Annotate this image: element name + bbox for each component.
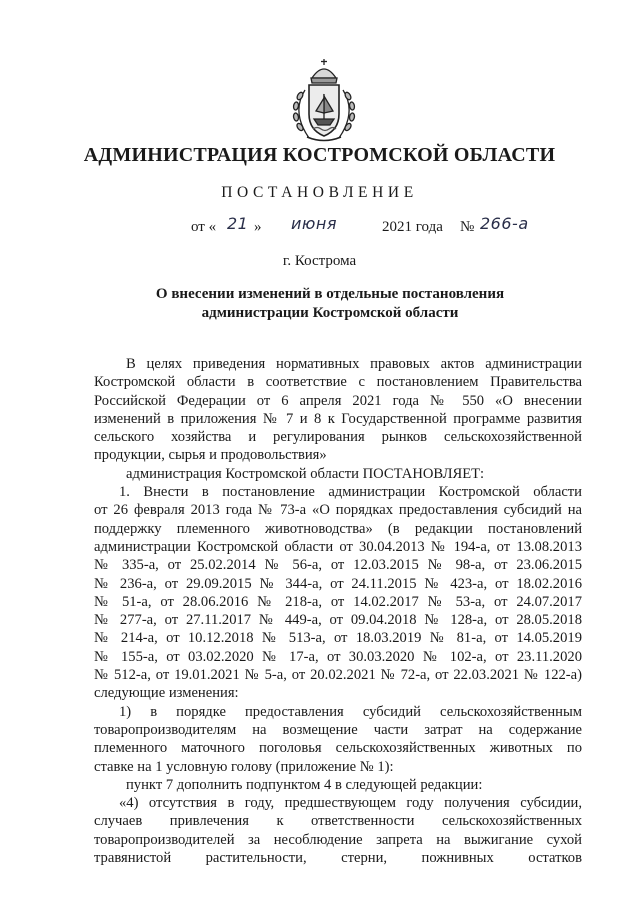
body-line: травянистой растительности, стерни, пожнивных остатков — [94, 850, 582, 867]
coat-of-arms-icon — [289, 56, 359, 144]
body-line: № 214-а, от 10.12.2018 № 513-а, от 18.03.2019 № 81-а, от 14.05.2019 — [94, 630, 582, 647]
body-line: № 335-а, от 25.02.2014 № 56-а, от 12.03.2015 № 98-а, от 23.06.2015 — [94, 557, 582, 574]
body-line: продукции, сырья и продовольствия» — [94, 447, 327, 464]
body-line: «4) отсутствия в году, предшествующем году получения субсидии, — [119, 795, 582, 812]
body-line: 1) в порядке предоставления субсидий сельскохозяйственным — [119, 703, 582, 720]
document-subject — [120, 285, 540, 323]
body-line: ставке на 1 условную голову (приложение № 1): — [94, 758, 394, 775]
body-line: № 236-а, от 29.09.2015 № 344-а, от 24.11.2015 № 423-а, от 18.02.2016 — [94, 575, 582, 592]
body-line: товаропроизводителям на возмещение части затрат на содержание — [94, 721, 582, 738]
body-line: пункт 7 дополнить подпунктом 4 в следующей редакции: — [126, 776, 483, 793]
body-line: № 155-а, от 03.02.2020 № 17-а, от 30.03.2020 № 102-а, от 23.11.2020 — [94, 648, 582, 665]
body-line: племенного маточного поголовья сельскохозяйственных животных по — [94, 740, 582, 757]
body-line: 1. Внести в постановление администрации Костромской области — [119, 484, 582, 501]
subject-line: О внесении изменений в отдельные постановления — [155, 286, 505, 302]
handwritten-day: 21 — [227, 214, 249, 233]
handwritten-number: 266-а — [480, 214, 529, 233]
body-line: следующие изменения: — [94, 685, 239, 702]
body-line: от 26 февраля 2013 года № 73-а «О порядках предоставления субсидий на — [94, 502, 582, 519]
subject-line: администрации Костромской области — [201, 305, 459, 321]
body-line: администрации Костромской области от 30.04.2013 № 194-а, от 13.08.2013 — [94, 538, 582, 555]
body-line: Костромской области в соответствие с постановлением Правительства — [94, 374, 582, 391]
document-body — [94, 355, 582, 867]
body-line: товаропроизводителей за несоблюдение запрета на выжигание сухой — [94, 831, 582, 848]
body-line: Российской Федерации от 6 апреля 2021 года № 550 «О внесении — [94, 392, 582, 409]
body-line: сельского хозяйства и регулирования рынков сельскохозяйственной — [94, 429, 582, 446]
body-line: № 277-а, от 27.11.2017 № 449-а, от 09.04.2018 № 128-а, от 28.05.2018 — [94, 612, 582, 629]
body-line: случаев привлечения к ответственности сельскохозяйственных — [94, 813, 582, 830]
body-line: № 51-а, от 28.06.2016 № 218-а, от 14.02.2017 № 53-а, от 24.07.2017 — [94, 593, 582, 610]
body-line: В целях приведения нормативных правовых актов администрации — [126, 356, 582, 372]
body-line: администрация Костромской области ПОСТАНОВЛЯЕТ: — [126, 465, 485, 482]
date-line — [0, 213, 639, 243]
date-year: 2021 года — [382, 219, 443, 235]
body-line: № 512-а, от 19.01.2021 № 5-а, от 20.02.2021 № 72-а, от 22.03.2021 № 122-а) — [94, 667, 582, 684]
number-sign: № — [460, 219, 475, 235]
body-line: изменений в приложения № 7 и 8 к Государственной программе развития — [94, 410, 582, 427]
body-line: поддержку племенного животноводства» (в редакции постановлений — [94, 520, 582, 537]
document-type: ПОСТАНОВЛЕНИЕ — [221, 184, 418, 201]
date-mid: » — [254, 219, 262, 235]
handwritten-month: июня — [291, 214, 337, 233]
date-prefix: от « — [191, 219, 217, 235]
organization-title: АДМИНИСТРАЦИЯ КОСТРОМСКОЙ ОБЛАСТИ — [83, 144, 556, 166]
city-name: г. Кострома — [282, 253, 357, 269]
